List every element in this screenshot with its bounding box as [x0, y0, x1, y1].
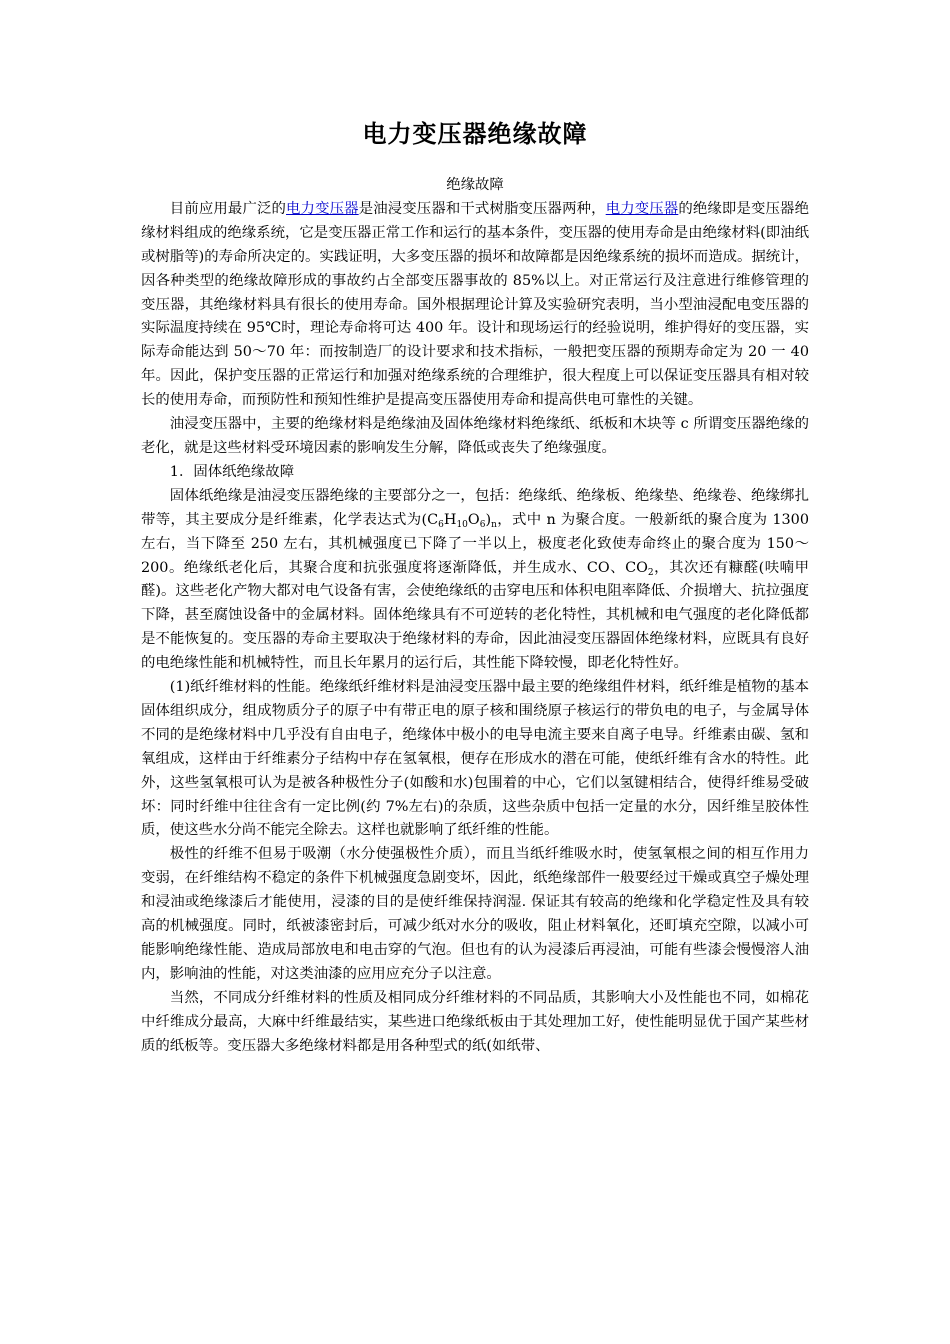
text-run: 目前应用最广泛的: [169, 200, 287, 217]
paragraph-fiber-properties: (1)纸纤维材料的性能。绝缘纸纤维材料是油浸变压器中最主要的绝缘组件材料，纸纤维是植物的基本固体组织成分，组成物质分子的原子中有带正电的原子核和围绕原子核运行的带负电的电子，与金属导体不同的是绝缘材料中几乎没有自由电子，绝缘体中极小的电导电流主要来自离子电导。纤维素由碳、氢和氧组成，这样由于纤维素分子结构中存在氢氧根，便存在形成水的潜在可能，使纸纤维有含水的特性。此外，这些氢氧根可认为是被各种极性分子(如酸和水)包围着的中心，它们以氢键相结合，使得纤维易受破坏：同时纤维中往往含有一定比例(约 7%左右)的杂质，这些杂质中包括一定量的水分，因纤维呈胶体性质，使这些水分尚不能完全除去。这样也就影响了纸纤维的性能。: [141, 679, 809, 839]
text-run: 固体纸绝缘是油浸变压器绝缘的主要部分之一，包括：绝缘纸、绝缘板、绝缘垫、绝缘卷、绝缘绑扎带等，其主要成分是纤维素，化学表达式为(C: [141, 487, 809, 528]
paragraph-solid-paper: [141, 485, 809, 676]
subscript: 10: [456, 519, 468, 530]
text-run: 是油浸变压器和干式树脂变压器两种，: [358, 200, 606, 217]
paragraph-intro: [141, 198, 809, 413]
text-run: ): [485, 511, 492, 528]
subscript: 6: [479, 519, 486, 530]
subscript: 6: [438, 519, 444, 530]
text-run: H: [443, 511, 457, 528]
paragraph-fiber-quality: 当然，不同成分纤维材料的性质及相同成分纤维材料的不同品质，其影响大小及性能也不同，如棉花中纤维成分最高，大麻中纤维最结实，某些进口绝缘纸板由于其处理加工好，使性能明显优于国产某些材质的纸板等。变压器大多绝缘材料都是用各种型式的纸(如纸带、: [141, 989, 809, 1054]
paragraph-polar-fiber: 极性的纤维不但易于吸潮（水分使强极性介质），而且当纸纤维吸水时，使氢氧根之间的相互作用力变弱，在纤维结构不稳定的条件下机械强度急剧变坏，因此，纸绝缘部件一般要经过干燥或真空子燥处理和浸油或绝缘漆后才能使用，浸漆的目的是使纤维保持润湿. 保证其有较高的绝缘和化学稳定性及具有较高的机械强度。同时，纸被漆密封后，可减少纸对水分的吸收，阻止材料氧化，还町填充空隙，以减小可能影响绝缘性能、造成局部放电和电击穿的气泡。但也有的认为浸漆后再浸油，可能有些漆会慢慢溶人油内，影响油的性能，对这类油漆的应用应充分子以注意。: [141, 846, 809, 982]
subscript: n: [491, 519, 497, 530]
document-title: 电力变压器绝缘故障: [362, 120, 588, 148]
paragraph-oil-insulation: 油浸变压器中，主要的绝缘材料是绝缘油及固体绝缘材料绝缘纸、纸板和木块等 c 所谓变压器绝缘的老化，就是这些材料受环境因素的影响发生分解，降低或丧失了绝缘强度。: [141, 416, 809, 456]
text-run: ，其次还有糠醛(呋喃甲醛)。这些老化产物大都对电气设备有害，会使绝缘纸的击穿电压和体积电阻率降低、介损增大、抗拉强度下降，甚至腐蚀设备中的金属材料。固体绝缘具有不可逆转的老化特性，其机械和电气强度的老化降低都是不能恢复的。变压器的寿命主要取决于绝缘材料的寿命，因此油浸变压器固体绝缘材料，应既具有良好的电绝缘性能和机械特性，而且长年累月的运行后，其性能下降较慢，即老化特性好。: [141, 559, 809, 672]
text-run: 的绝缘即是变压器绝缘材料组成的绝缘系统，它是变压器正常工作和运行的基本条件，变压器的使用寿命是由绝缘材料(即油纸或树脂等)的寿命所决定的。实践证明，大多变压器的损坏和故障都是因绝缘系统的损坏而造成。据统计，因各种类型的绝缘故障形成的事故约占全部变压器事故的 85%以上。对正常运行及注意进行维修管理的变压器，其绝缘材料具有很长的使用寿命。国外根据理论计算及实验研究表明，当小型油浸配电变压器的实际温度持续在 95℃时，理论寿命将可达 400 年。设计和现场运行的经验说明，维护得好的变压器，实际寿命能达到 50～70 年：而按制造厂的设计要求和技术指标，一般把变压器的预期寿命定为 20 一 40 年。因此，保护变压器的正常运行和加强对绝缘系统的合理维护，很大程度上可以保证变压器具有相对较长的使用寿命，而预防性和预知性维护是提高变压器使用寿命和提高供电可靠性的关键。: [141, 200, 809, 409]
section-subtitle: 绝缘故障: [446, 177, 504, 193]
text-run: O: [467, 511, 480, 528]
text-run: ，式中 n 为聚合度。一般新纸的聚合度为 1300 左右，当下降至 250 左右，其机械强度已下降了一半以上，极度老化致使寿命终止的聚合度为 150～200。绝缘纸老化后，其聚合度和抗张强度将逐渐降低，并生成水、CO、CO: [141, 511, 809, 576]
power-transformer-link[interactable]: 电力变压器: [286, 200, 359, 217]
subscript: 2: [647, 567, 654, 578]
power-transformer-link-2[interactable]: 电力变压器: [605, 200, 679, 217]
section-heading-solid-paper: 1．固体纸绝缘故障: [169, 463, 295, 480]
